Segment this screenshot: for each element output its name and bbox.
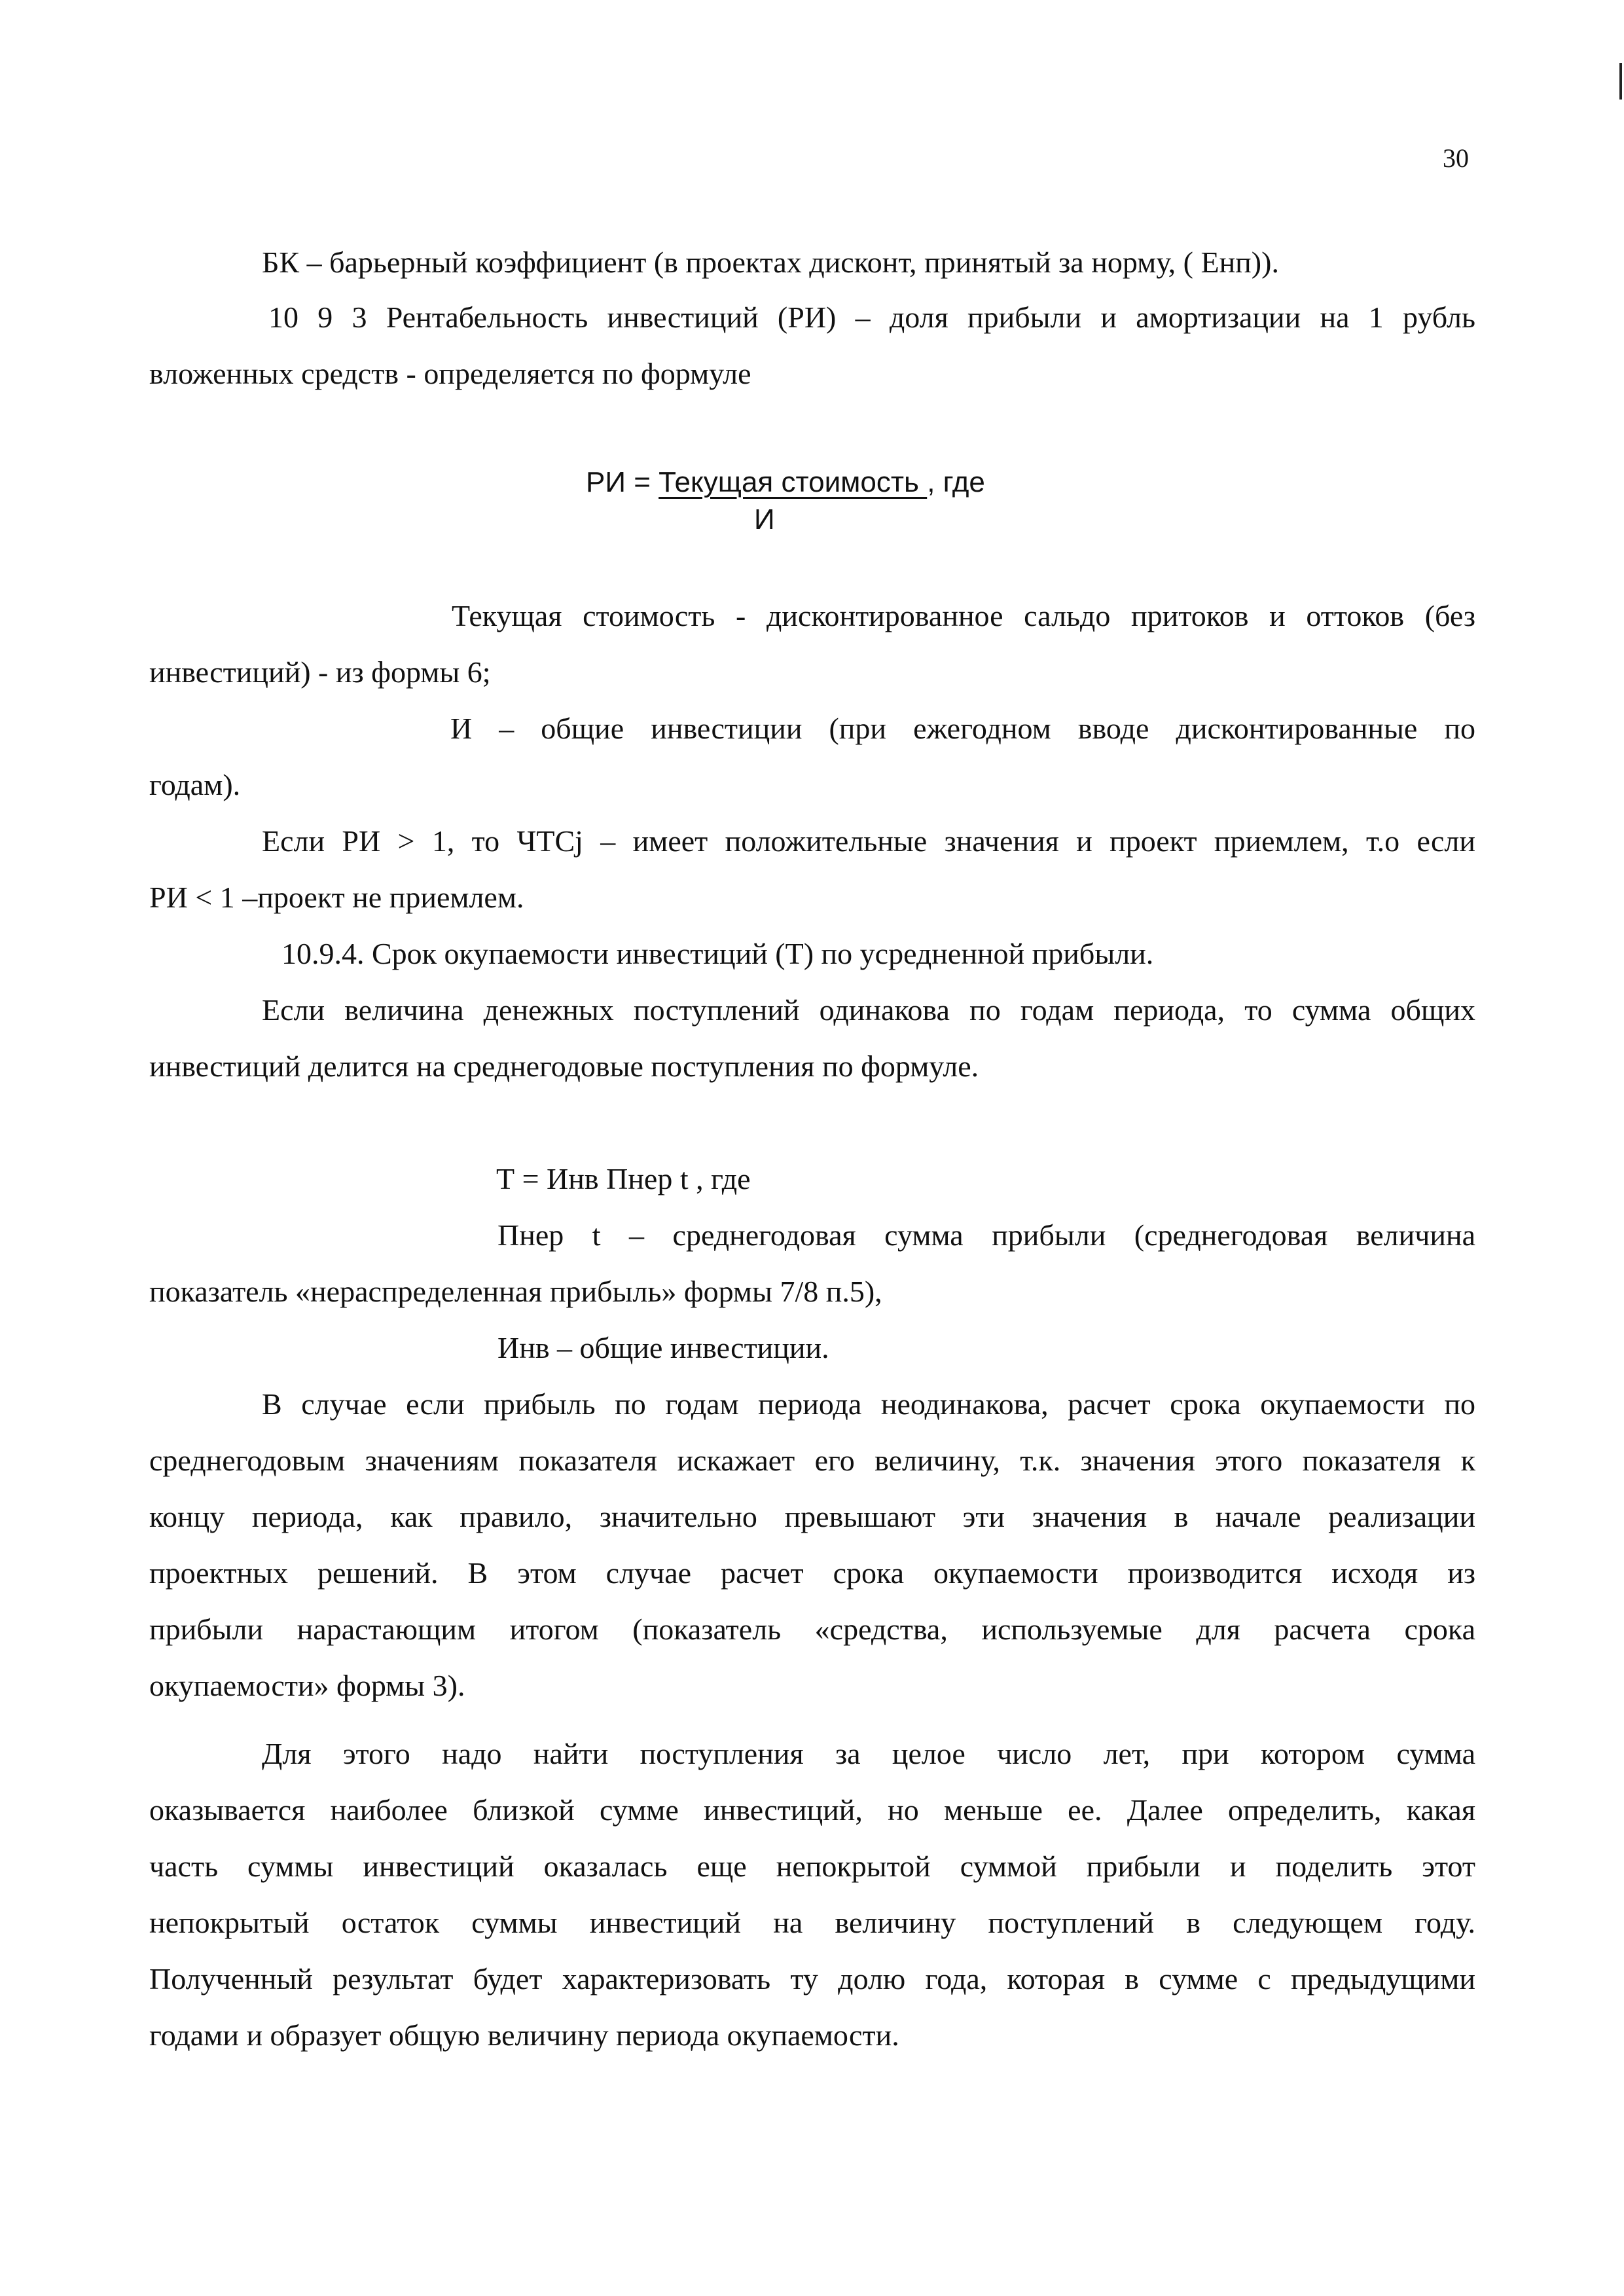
text-line: В случае если прибыль по годам периода неодинакова, расчет срока окупаемости по xyxy=(262,1387,1475,1421)
text-line: 10 9 3 Рентабельность инвестиций (РИ) – доля прибыли и амортизации на 1 рубль xyxy=(268,301,1475,334)
text-line: Полученный результат будет характеризовать ту долю года, которая в сумме с предыдущими xyxy=(149,1962,1475,1995)
text-line: Текущая стоимость - дисконтированное сальдо притоков и оттоков (без xyxy=(452,599,1475,632)
text-line: концу периода, как правило, значительно превышают эти значения в начале реализации xyxy=(149,1500,1475,1533)
formula-ri-lhs: РИ = xyxy=(586,466,659,498)
text-line: Для этого надо найти поступления за целое число лет, при котором сумма xyxy=(262,1737,1475,1770)
text-line: часть суммы инвестиций оказалась еще непокрытой суммой прибыли и поделить этот xyxy=(149,1850,1475,1883)
text-line: годами и образует общую величину периода окупаемости. xyxy=(149,2018,899,2052)
text-line: И – общие инвестиции (при ежегодном вводе дисконтированные по xyxy=(450,712,1475,745)
text-line: показатель «нераспределенная прибыль» формы 7/8 п.5), xyxy=(149,1275,882,1308)
text-line: непокрытый остаток суммы инвестиций на величину поступлений в следующем году. xyxy=(149,1906,1475,1939)
text-line: прибыли нарастающим итогом (показатель «средства, используемые для расчета срока xyxy=(149,1613,1475,1646)
text-line: оказывается наиболее близкой сумме инвестиций, но меньше ее. Далее определить, какая xyxy=(149,1793,1475,1827)
text-line: вложенных средств - определяется по формуле xyxy=(149,357,751,390)
text-line: инвестиций делится на среднегодовые поступления по формуле. xyxy=(149,1049,979,1083)
text-line: окупаемости» формы 3). xyxy=(149,1669,465,1702)
text-line: Если РИ > 1, то ЧТСj – имеет положительные значения и проект приемлем, т.о если xyxy=(262,824,1475,858)
section-heading: 10.9.4. Срок окупаемости инвестиций (Т) по усредненной прибыли. xyxy=(281,937,1154,970)
formula-ri-suffix: , где xyxy=(927,466,985,498)
text-line: среднегодовым значениям показателя искажает его величину, т.к. значения этого показателя к xyxy=(149,1444,1475,1477)
text-line: проектных решений. В этом случае расчет срока окупаемости производится исходя из xyxy=(149,1556,1475,1590)
page-number: 30 xyxy=(1443,143,1469,173)
scan-edge-mark xyxy=(1619,63,1622,100)
text-line: РИ < 1 –проект не приемлем. xyxy=(149,881,524,914)
text-line: инвестиций) - из формы 6; xyxy=(149,655,491,689)
text-line: Пнер t – среднегодовая сумма прибыли (среднегодовая величина xyxy=(497,1218,1475,1252)
formula-ri-denominator: И xyxy=(754,503,775,536)
formula-ri xyxy=(586,468,985,497)
text-line: годам). xyxy=(149,768,241,801)
formula-payback: Т = Инв Пнер t , где xyxy=(496,1162,751,1195)
text-line: Если величина денежных поступлений одинакова по годам периода, то сумма общих xyxy=(262,993,1475,1027)
text-line: БК – барьерный коэффициент (в проектах дисконт, принятый за норму, ( Енп)). xyxy=(262,246,1279,279)
formula-ri-numerator: Текущая стоимость xyxy=(659,466,928,498)
text-line: Инв – общие инвестиции. xyxy=(497,1331,829,1364)
